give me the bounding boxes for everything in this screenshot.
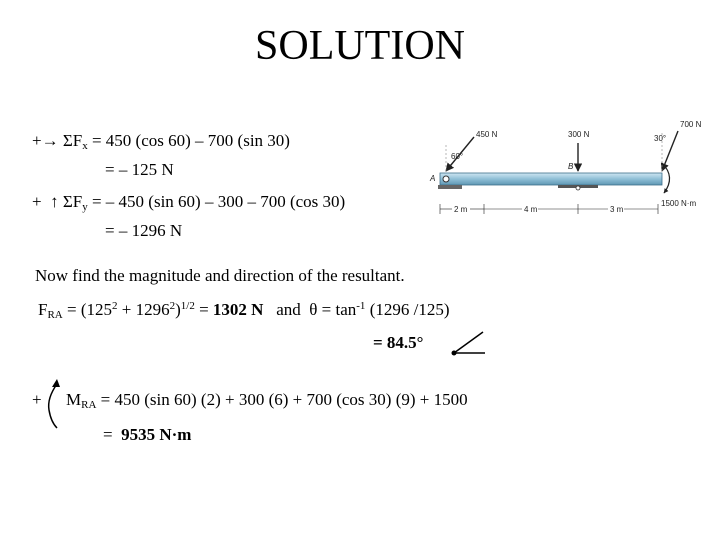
eq-part: =: [103, 425, 122, 444]
moment-label: 1500 N·m: [661, 199, 697, 208]
eq-part: =: [194, 300, 213, 319]
plus-sign: +: [32, 192, 42, 211]
point-a-label: A: [430, 174, 436, 183]
point-b-label: B: [568, 162, 574, 171]
eq-part: = (125: [62, 300, 112, 319]
sum-fx-result: = – 125 N: [105, 160, 174, 179]
force-300-label: 300 N: [568, 130, 590, 139]
ra-subscript: RA: [47, 309, 63, 321]
force-symbol: F: [38, 300, 48, 319]
sigma-symbol: Σ: [62, 192, 73, 211]
dim-2m-label: 2 m: [454, 205, 468, 214]
moment-result: 9535 N·m: [121, 425, 192, 444]
x-subscript: x: [82, 140, 88, 152]
eq-part: ): [175, 300, 181, 319]
exponent: 2: [112, 300, 118, 312]
exponent: 2: [169, 300, 176, 312]
exponent: -1: [356, 300, 366, 312]
right-arrow-icon: →: [41, 131, 59, 150]
sum-fx-expression: = 450 (cos 60) – 700 (sin 30): [87, 131, 290, 150]
counterclockwise-arrow-icon: [44, 378, 66, 432]
sum-fy-result: = – 1296 N: [105, 221, 183, 240]
resultant-magnitude: 1302 N: [212, 300, 264, 319]
support-b: [558, 185, 598, 190]
force-700-label: 700 N: [680, 120, 702, 129]
exponent: 1/2: [180, 300, 195, 312]
resultant-magnitude-equation: [38, 300, 449, 321]
angle-60-label: 60°: [451, 152, 464, 161]
beam-diagram: [418, 115, 714, 225]
moment-sign: +: [32, 390, 42, 409]
sum-fy-expression: = – 450 (sin 60) – 300 – 700 (cos 30): [87, 192, 346, 211]
up-arrow-icon: ↑: [50, 192, 59, 211]
sigma-symbol: Σ: [62, 131, 73, 150]
resultant-angle: = 84.5°: [373, 333, 424, 352]
eq-part: (1296 /125): [365, 300, 450, 319]
moment-expression: = 450 (sin 60) (2) + 300 (6) + 700 (cos 30) (9) + 1500: [96, 390, 468, 409]
dim-3m-label: 3 m: [610, 205, 624, 214]
sum-fx-equation: [32, 131, 290, 152]
y-subscript: y: [82, 201, 88, 213]
moment-result-line: [103, 425, 191, 445]
sum-fy-equation: [32, 192, 345, 213]
slide-title: SOLUTION: [255, 23, 465, 69]
plus-sign: +: [32, 131, 42, 150]
dimension-lines: [440, 204, 658, 214]
beam: [440, 173, 662, 185]
force-symbol: F: [72, 131, 83, 150]
and-text: and: [263, 300, 310, 319]
ra-subscript: RA: [81, 399, 97, 411]
moment-symbol: M: [66, 390, 82, 409]
angle-sketch-icon: [445, 324, 495, 358]
eq-part: + 1296: [117, 300, 170, 319]
eq-part: = tan: [317, 300, 357, 319]
force-symbol: F: [72, 192, 83, 211]
resultant-intro: Now find the magnitude and direction of the resultant.: [35, 266, 405, 285]
theta-symbol: θ: [309, 300, 318, 319]
angle-30-label: 30°: [654, 134, 667, 143]
force-450-label: 450 N: [476, 130, 498, 139]
dim-4m-label: 4 m: [524, 205, 538, 214]
moment-equation: [66, 390, 468, 411]
